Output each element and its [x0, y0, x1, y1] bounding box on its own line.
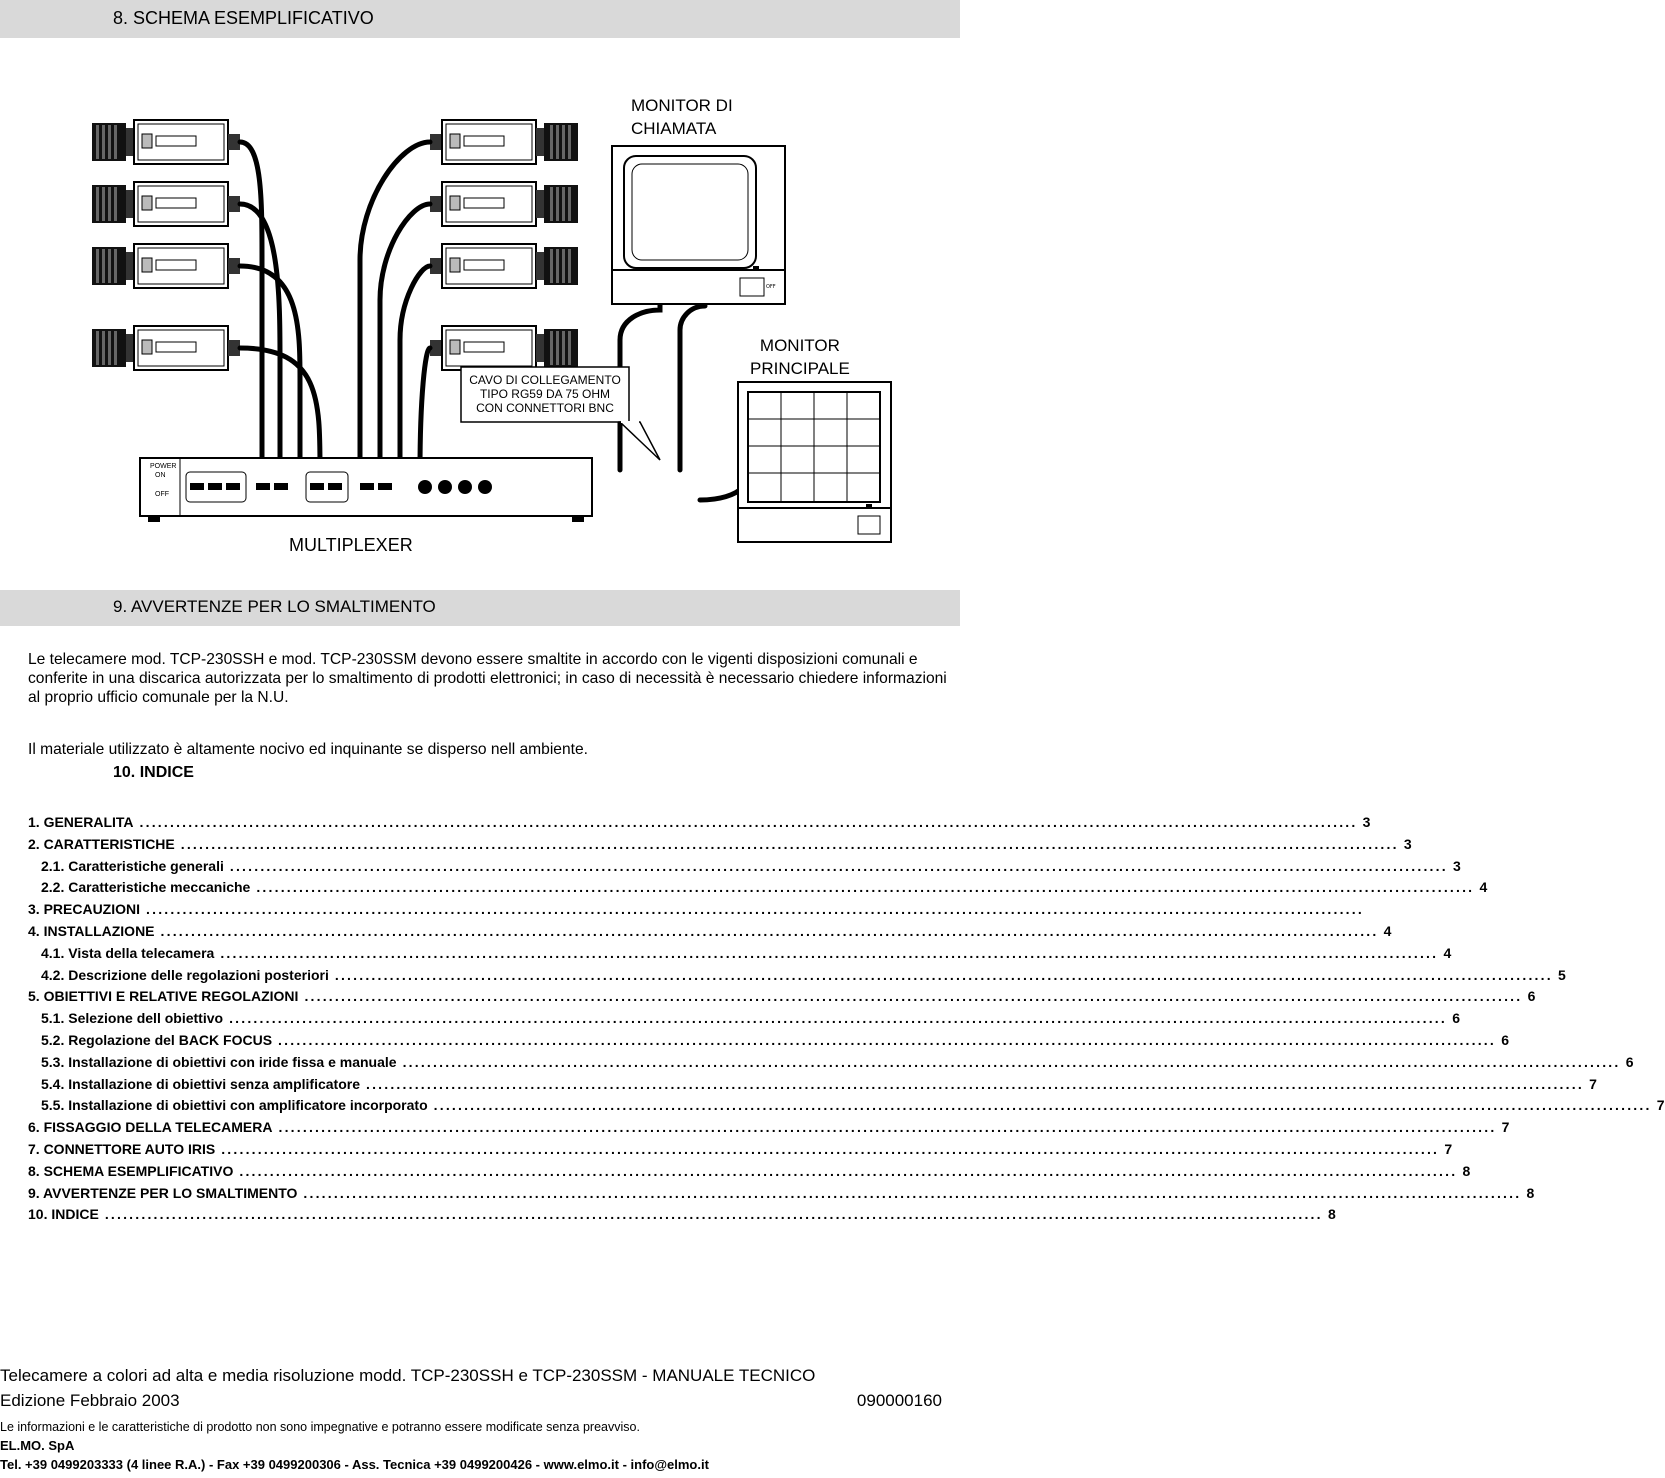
toc-entry	[28, 1184, 1535, 1207]
toc-leader-dots: ........................................................................................................................................................................................................	[303, 1184, 1522, 1201]
toc-entry-page: 7	[1444, 1140, 1453, 1157]
toc-entry	[28, 966, 1566, 989]
toc-entry-page: 4	[1383, 922, 1392, 939]
svg-text:OFF: OFF	[766, 284, 776, 290]
toc-entry-title: 4.2. Descrizione delle regolazioni posteriori	[41, 966, 329, 983]
toc-entry	[28, 1206, 1336, 1228]
toc-entry-page: 7	[1656, 1097, 1665, 1114]
toc-entry	[28, 944, 1452, 967]
toc-leader-dots: ........................................................................................................................................................................................................	[160, 922, 1379, 939]
toc-leader-dots: ........................................................................................................................................................................................................	[304, 988, 1523, 1005]
toc-leader-dots: ........................................................................................................................................................................................................	[433, 1097, 1652, 1114]
toc-entry-title: 2.2. Caratteristiche meccaniche	[41, 879, 251, 896]
toc-leader-dots: ........................................................................................................................................................................................................	[220, 944, 1439, 961]
off-label: OFF	[155, 491, 169, 498]
toc-entry	[28, 988, 1536, 1010]
section-9-title: 9. AVVERTENZE PER LO SMALTIMENTO	[113, 597, 436, 616]
cable-label: CAVO DI COLLEGAMENTO TIPO RG59 DA 75 OHM CON CONNETTORI BNC	[469, 373, 621, 415]
multiplexer-label: MULTIPLEXER	[289, 535, 413, 555]
toc-entry-page: 8	[1462, 1162, 1471, 1179]
toc-entry	[28, 1162, 1471, 1185]
toc-entry-title: 5.5. Installazione di obiettivi con amplificatore incorporato	[41, 1097, 428, 1114]
call-monitor-drawing	[612, 146, 785, 304]
toc-leader-dots: ........................................................................................................................................................................................................	[278, 1031, 1496, 1048]
call-monitor-label: MONITOR DI CHIAMATA	[631, 96, 733, 138]
toc-leader-dots: ........................................................................................................................................................................................................	[278, 1119, 1497, 1136]
toc-entry-page: 8	[1526, 1184, 1535, 1201]
toc-entry-page: 3	[1453, 857, 1461, 874]
toc-entry	[28, 922, 1392, 945]
section-8-title: 8. SCHEMA ESEMPLIFICATIVO	[113, 8, 374, 28]
toc-entry-title: 5. OBIETTIVI E RELATIVE REGOLAZIONI	[28, 988, 299, 1005]
toc-entry-page: 7	[1589, 1075, 1597, 1092]
main-monitor-label: MONITOR PRINCIPALE	[750, 336, 850, 378]
toc-entry	[28, 879, 1488, 901]
toc-entry-title: 2. CARATTERISTICHE	[28, 835, 175, 852]
footer-contacts: Tel. +39 0499203333 (4 linee R.A.) - Fax +39 0499200306 - Ass. Tecnica +39 0499200426 - www.elmo.it - info@elmo.it	[0, 1457, 709, 1472]
toc-leader-dots: ........................................................................................................................................................................................................	[180, 835, 1399, 852]
toc-entry-title: 4.1. Vista della telecamera	[41, 944, 215, 961]
toc-entry-title: 5.4. Installazione di obiettivi senza amplificatore	[41, 1075, 360, 1092]
toc-leader-dots: ........................................................................................................................................................................................................	[139, 814, 1358, 830]
toc-leader-dots: ........................................................................................................................................................................................................	[104, 1206, 1323, 1223]
toc-entry-page: 3	[1403, 835, 1412, 852]
footer-code: 090000160	[856, 1391, 942, 1410]
toc-leader-dots: ........................................................................................................................................................................................................	[229, 857, 1448, 874]
toc-entry-page: 3	[1362, 814, 1371, 830]
toc-leader-dots: ........................................................................................................................................................................................................	[402, 1053, 1621, 1070]
toc-entry	[28, 1075, 1597, 1098]
toc-entry-title: 9. AVVERTENZE PER LO SMALTIMENTO	[28, 1184, 298, 1201]
toc-leader-dots: ........................................................................................................................................................................................................	[229, 1010, 1447, 1027]
toc-entry-page: 5	[1558, 966, 1566, 983]
toc-entry-page: 7	[1501, 1119, 1510, 1136]
toc-entry	[28, 1119, 1510, 1141]
connection-diagram	[0, 40, 960, 560]
disposal-paragraph: Le telecamere mod. TCP-230SSH e mod. TCP-230SSM devono essere smaltite in accordo con le vigenti disposizioni comunali e conferite in una discarica autorizzata per lo smaltimento di prodotti elettronici; in caso di necessità è necessario chiedere informazioni al proprio ufficio comunale per la N.U.	[28, 651, 947, 706]
table-of-contents	[28, 814, 1665, 1228]
footer-company: EL.MO. SpA	[0, 1438, 75, 1453]
toc-entry	[28, 814, 1371, 836]
toc-entry-page: 6	[1527, 988, 1536, 1005]
disposal-note: Il materiale utilizzato è altamente nocivo ed inquinante se disperso nell ambiente.	[28, 741, 588, 758]
toc-entry	[28, 1031, 1509, 1054]
footer-edition: Edizione Febbraio 2003	[0, 1391, 180, 1410]
toc-leader-dots: ........................................................................................................................................................................................................	[334, 966, 1553, 983]
footer-manual-title: Telecamere a colori ad alta e media risoluzione modd. TCP-230SSH e TCP-230SSM - MANUALE TECNICO	[0, 1366, 816, 1385]
toc-entry-title: 6. FISSAGGIO DELLA TELECAMERA	[28, 1119, 273, 1136]
toc-entry	[28, 1097, 1665, 1119]
toc-entry-page: 8	[1327, 1206, 1336, 1223]
toc-leader-dots: ........................................................................................................................................................................................................	[365, 1075, 1584, 1092]
on-label: ON	[155, 472, 166, 479]
toc-entry-title: 5.3. Installazione di obiettivi con iride fissa e manuale	[41, 1053, 397, 1070]
footer-disclaimer: Le informazioni e le caratteristiche di prodotto non sono impegnative e potranno essere modificate senza preavviso.	[0, 1420, 640, 1434]
toc-entry-title: 3. PRECAUZIONI	[28, 901, 141, 918]
toc-entry	[28, 1140, 1453, 1163]
toc-entry-title: 5.1. Selezione dell obiettivo	[41, 1010, 224, 1027]
toc-entry-page: 4	[1443, 944, 1452, 961]
toc-entry-title: 7. CONNETTORE AUTO IRIS	[28, 1140, 216, 1157]
section-10-title: 10. INDICE	[113, 764, 194, 781]
toc-leader-dots: ........................................................................................................................................................................................................	[146, 901, 1364, 918]
toc-entry	[28, 1053, 1634, 1076]
toc-entry	[28, 835, 1412, 858]
toc-entry	[28, 1010, 1460, 1032]
toc-entry-page: 6	[1625, 1053, 1634, 1070]
main-monitor-drawing	[738, 382, 891, 542]
toc-entry-title: 10. INDICE	[28, 1206, 99, 1223]
multiplexer-drawing	[140, 458, 592, 522]
toc-leader-dots: ........................................................................................................................................................................................................	[239, 1162, 1458, 1179]
toc-entry-page: 6	[1452, 1010, 1460, 1027]
power-label: POWER	[150, 463, 177, 470]
toc-entry-title: 5.2. Regolazione del BACK FOCUS	[41, 1031, 273, 1048]
toc-entry-title: 8. SCHEMA ESEMPLIFICATIVO	[28, 1162, 234, 1179]
toc-entry-page: 4	[1479, 879, 1488, 896]
toc-entry-title: 2.1. Caratteristiche generali	[41, 857, 224, 874]
toc-entry-title: 1. GENERALITA	[28, 814, 134, 830]
toc-leader-dots: ........................................................................................................................................................................................................	[221, 1140, 1440, 1157]
toc-entry	[28, 857, 1461, 880]
toc-entry-page: 6	[1501, 1031, 1509, 1048]
toc-leader-dots: ........................................................................................................................................................................................................	[256, 879, 1475, 896]
toc-entry-title: 4. INSTALLAZIONE	[28, 922, 155, 939]
toc-entry	[28, 901, 1364, 923]
